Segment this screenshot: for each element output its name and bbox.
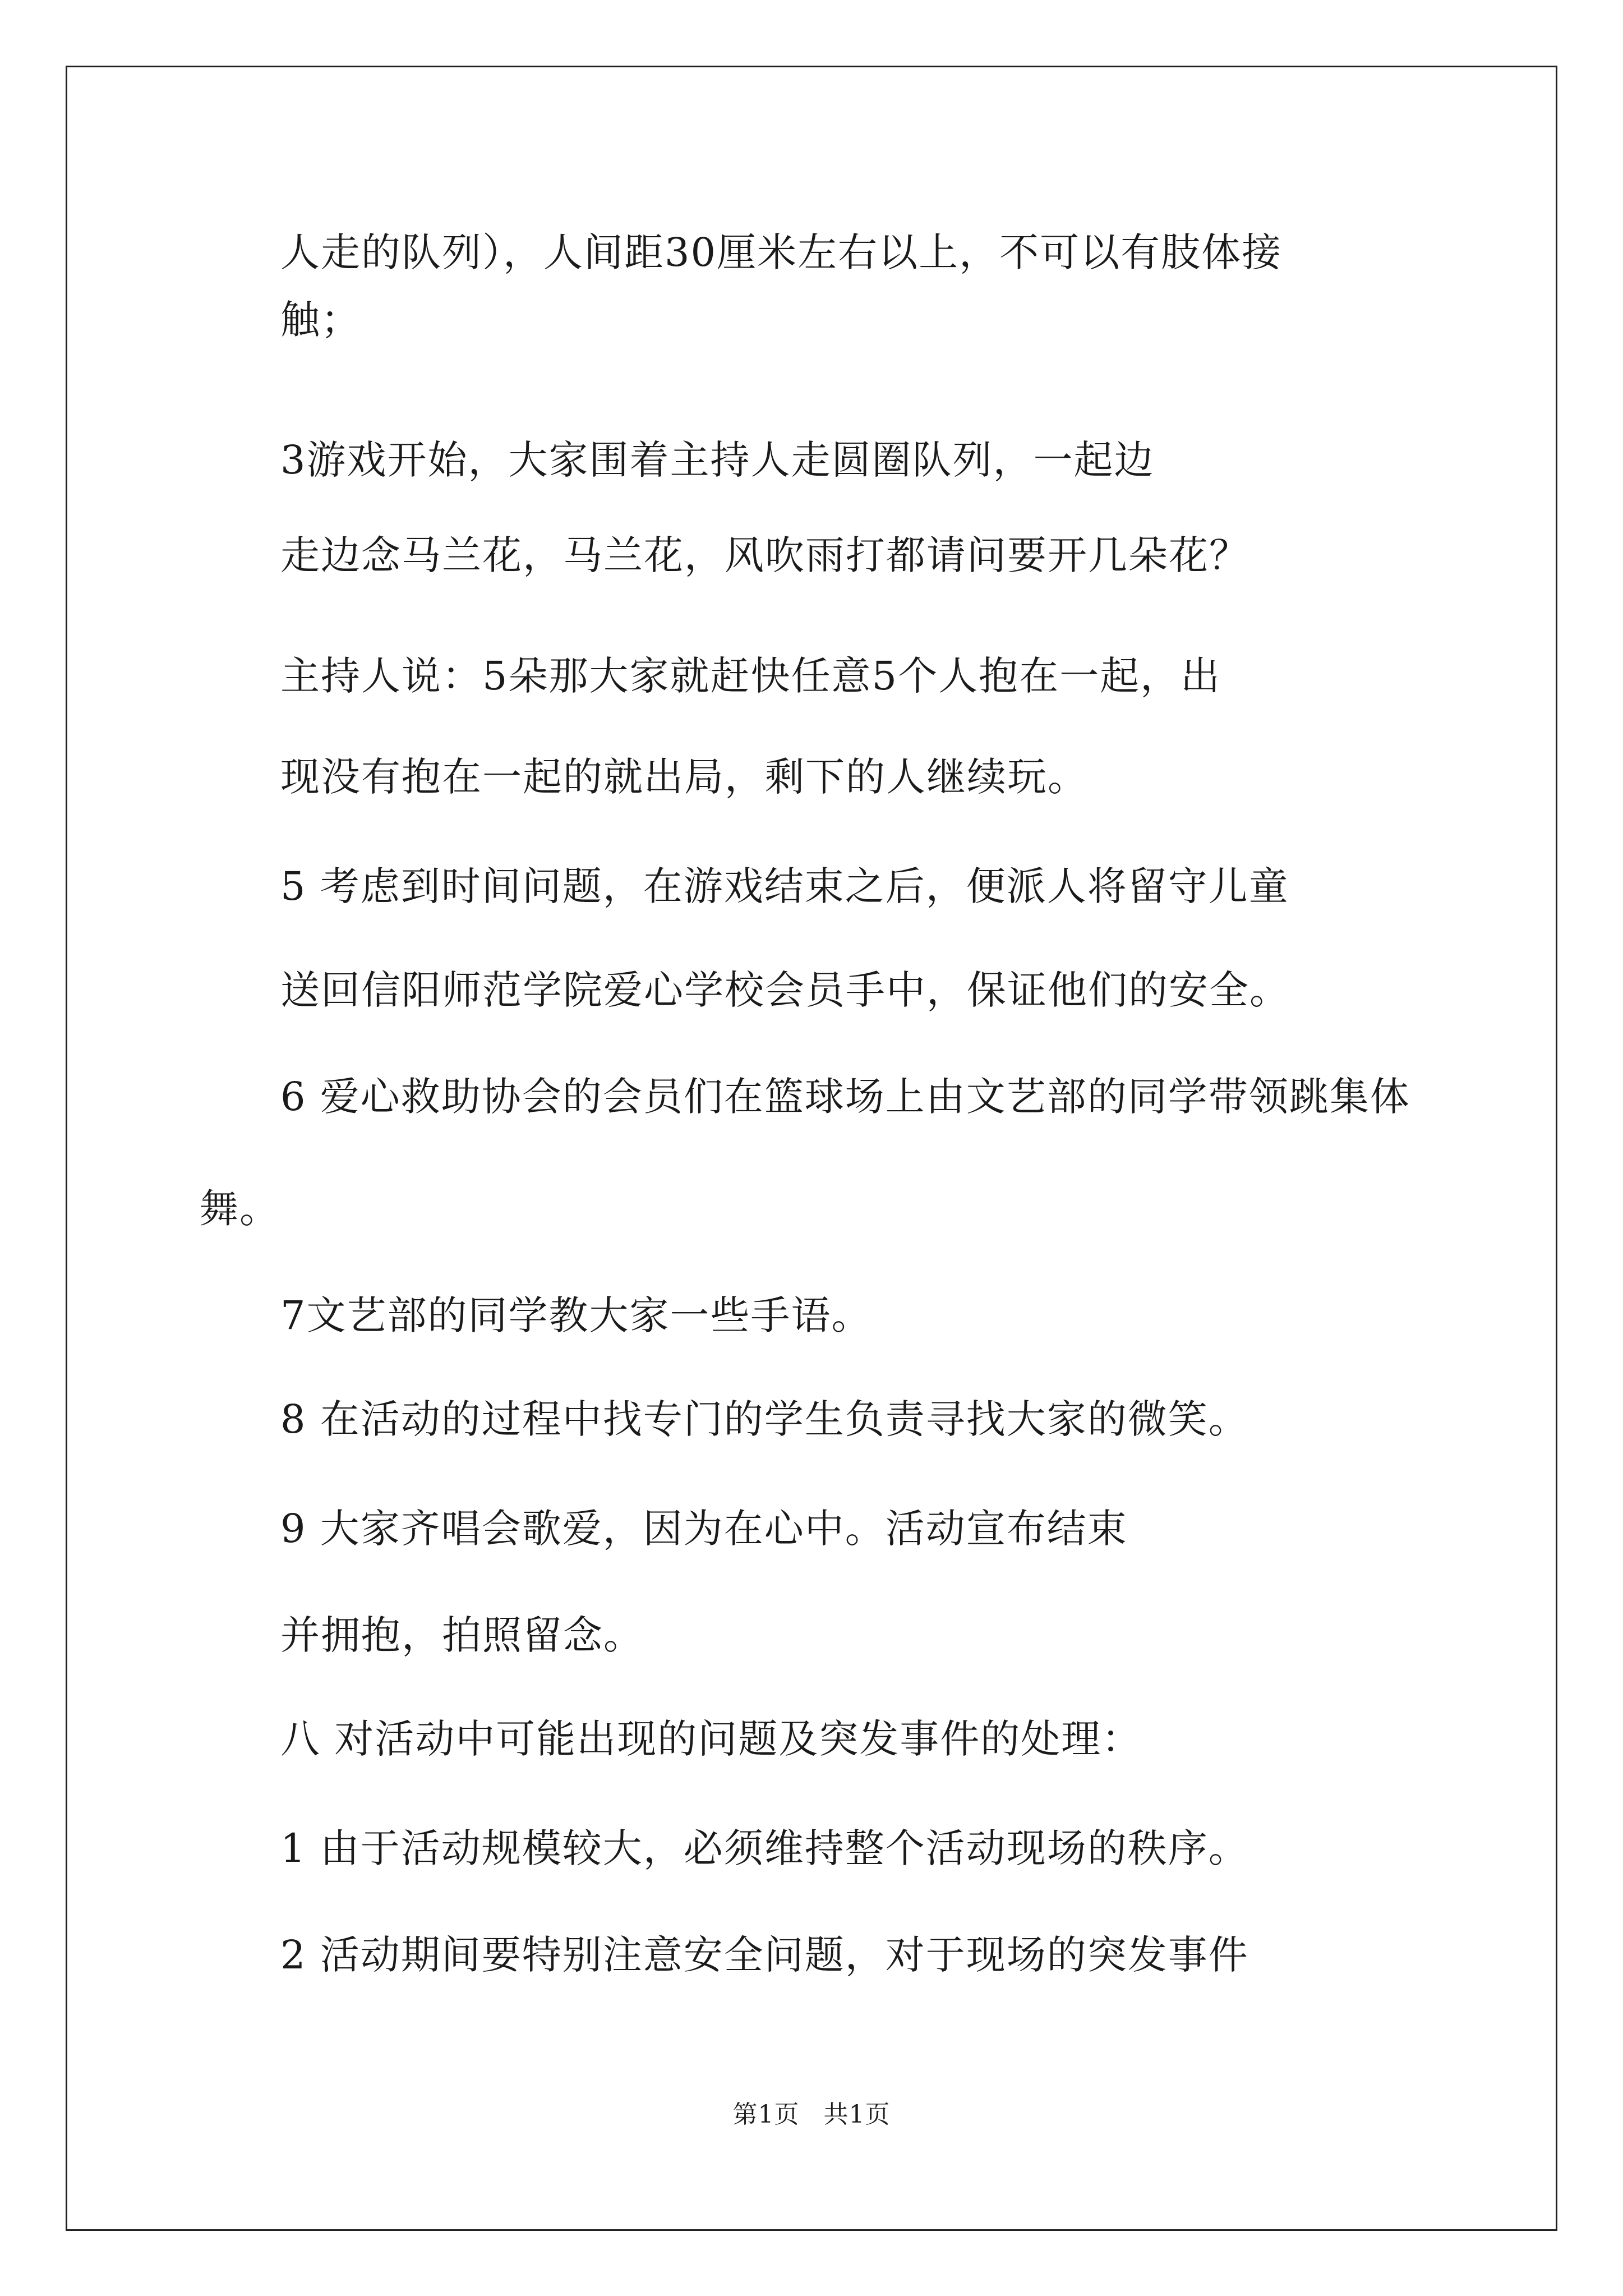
text-line: 现没有抱在一起的就出局，剩下的人继续玩。	[280, 754, 1088, 800]
text-line: 9 大家齐唱会歌爱，因为在心中。活动宣布结束	[280, 1506, 1128, 1552]
page-total: 共1页	[823, 2100, 891, 2129]
text-line: 5 考虑到时间问题，在游戏结束之后，便派人将留守儿童	[280, 863, 1289, 909]
text-line: 并拥抱，拍照留念。	[280, 1612, 644, 1658]
text-line: 舞。	[199, 1186, 280, 1232]
page-number: 第1页	[732, 2100, 800, 2129]
text-line: 八 对活动中可能出现的问题及突发事件的处理：	[280, 1716, 1142, 1762]
text-line: 人走的队列），人间距30厘米左右以上，不可以有肢体接	[280, 229, 1283, 275]
page-border	[66, 66, 1557, 2231]
text-line: 2 活动期间要特别注意安全问题，对于现场的突发事件	[280, 1932, 1249, 1978]
page-footer	[0, 2098, 1623, 2132]
text-line: 6 爱心救助协会的会员们在篮球场上由文艺部的同学带领跳集体	[280, 1074, 1410, 1120]
text-line: 7文艺部的同学教大家一些手语。	[280, 1292, 872, 1338]
text-line: 走边念马兰花，马兰花，风吹雨打都请问要开几朵花？	[280, 532, 1249, 578]
text-line: 1 由于活动规模较大，必须维持整个活动现场的秩序。	[280, 1825, 1249, 1871]
text-line: 送回信阳师范学院爱心学校会员手中，保证他们的安全。	[280, 967, 1290, 1013]
text-line: 8 在活动的过程中找专门的学生负责寻找大家的微笑。	[280, 1396, 1249, 1442]
text-line: 3游戏开始，大家围着主持人走圆圈队列，一起边	[280, 437, 1155, 483]
text-line: 主持人说：5朵那大家就赶快任意5个人抱在一起，出	[280, 653, 1221, 699]
text-line: 触；	[280, 297, 361, 343]
